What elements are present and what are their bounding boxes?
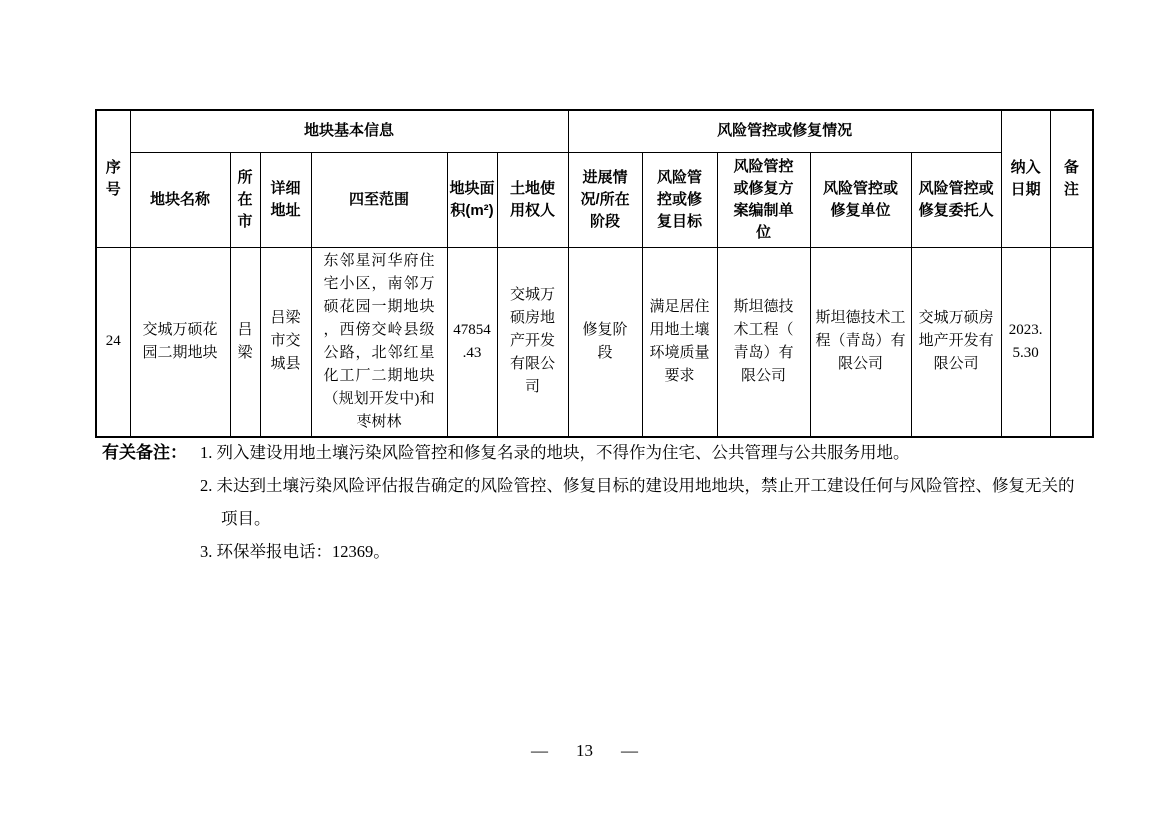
cell-serial: 24: [96, 247, 130, 437]
header-row-sub: [96, 152, 1093, 247]
header-repair-unit: 风险管控或修复单位: [810, 152, 911, 247]
cell-plan-compiler: 斯坦德技术工程（青岛）有限公司: [717, 247, 810, 437]
header-remark: 备注: [1050, 110, 1093, 247]
land-parcel-registry-table: [95, 109, 1094, 438]
header-plan-compiler: 风险管控或修复方案编制单位: [717, 152, 810, 247]
header-city: 所在市: [230, 152, 260, 247]
header-group-risk-status: 风险管控或修复情况: [568, 110, 1001, 152]
remark-item-3: 3. 环保举报电话：12369。: [200, 542, 390, 561]
cell-repair-unit: 斯坦德技术工程（青岛）有限公司: [810, 247, 911, 437]
page-number-value: 13: [576, 741, 593, 760]
header-land-user: 土地使用权人: [497, 152, 568, 247]
header-progress-stage: 进展情况/所在阶段: [568, 152, 642, 247]
remark-item-2: 2. 未达到土壤污染风险评估报告确定的风险管控、修复目标的建设用地地块，禁止开工建设任何与风险管控、修复无关的项目。: [200, 476, 1075, 528]
header-row-groups: [96, 110, 1093, 152]
cell-risk-target: 满足居住用地土壤环境质量要求: [642, 247, 717, 437]
cell-remark: [1050, 247, 1093, 437]
page-number-dash-right: —: [621, 741, 638, 760]
remarks-list: [200, 436, 1085, 568]
header-boundaries: 四至范围: [311, 152, 447, 247]
header-serial: 序号: [96, 110, 130, 247]
header-area: 地块面积(m²): [447, 152, 497, 247]
cell-boundaries: 东邻星河华府住宅小区，南邻万硕花园一期地块，西傍交岭县级公路，北邻红星化工厂二期地块（规划开发中)和枣树林: [311, 247, 447, 437]
cell-area: 47854.43: [447, 247, 497, 437]
remarks-section: [102, 436, 1092, 568]
page-number-dash-left: —: [531, 741, 548, 760]
header-risk-target: 风险管控或修复目标: [642, 152, 717, 247]
page-number: [0, 741, 1169, 761]
header-address: 详细地址: [260, 152, 311, 247]
header-group-basic-info: 地块基本信息: [130, 110, 568, 152]
cell-city: 吕梁: [230, 247, 260, 437]
cell-parcel-name: 交城万硕花园二期地块: [130, 247, 230, 437]
cell-land-user: 交城万硕房地产开发有限公司: [497, 247, 568, 437]
header-inclusion-date: 纳入日期: [1001, 110, 1050, 247]
cell-inclusion-date: 2023.5.30: [1001, 247, 1050, 437]
header-repair-client: 风险管控或修复委托人: [911, 152, 1001, 247]
header-parcel-name: 地块名称: [130, 152, 230, 247]
remark-item-1: 1. 列入建设用地土壤污染风险管控和修复名录的地块，不得作为住宅、公共管理与公共服务用地。: [200, 443, 910, 462]
cell-progress-stage: 修复阶段: [568, 247, 642, 437]
remarks-label: 有关备注：: [102, 443, 187, 462]
cell-address: 吕梁市交城县: [260, 247, 311, 437]
cell-repair-client: 交城万硕房地产开发有限公司: [911, 247, 1001, 437]
table-row: [96, 247, 1093, 437]
